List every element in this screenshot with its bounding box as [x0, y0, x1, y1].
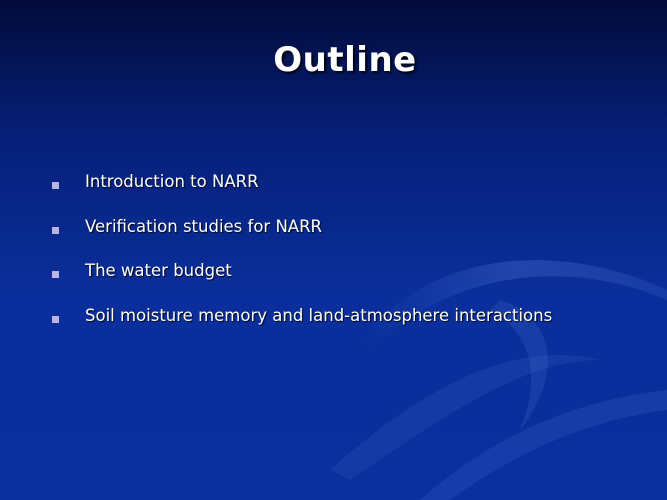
square-bullet-icon: [52, 227, 59, 234]
square-bullet-icon: [52, 316, 59, 323]
slide-title: Outline: [273, 40, 417, 80]
bullet-text: Introduction to NARR: [85, 172, 259, 191]
bullet-text: Soil moisture memory and land-atmosphere interactions: [85, 305, 553, 325]
bullet-list: [52, 172, 552, 350]
bullet-item: [52, 306, 552, 351]
square-bullet-icon: [52, 182, 59, 189]
bullet-item: [52, 172, 552, 217]
square-bullet-icon: [52, 271, 59, 278]
bullet-item: [52, 217, 552, 262]
bullet-text: The water budget: [85, 261, 232, 280]
bullet-text: Verification studies for NARR: [85, 216, 323, 236]
bullet-item: [52, 261, 552, 306]
